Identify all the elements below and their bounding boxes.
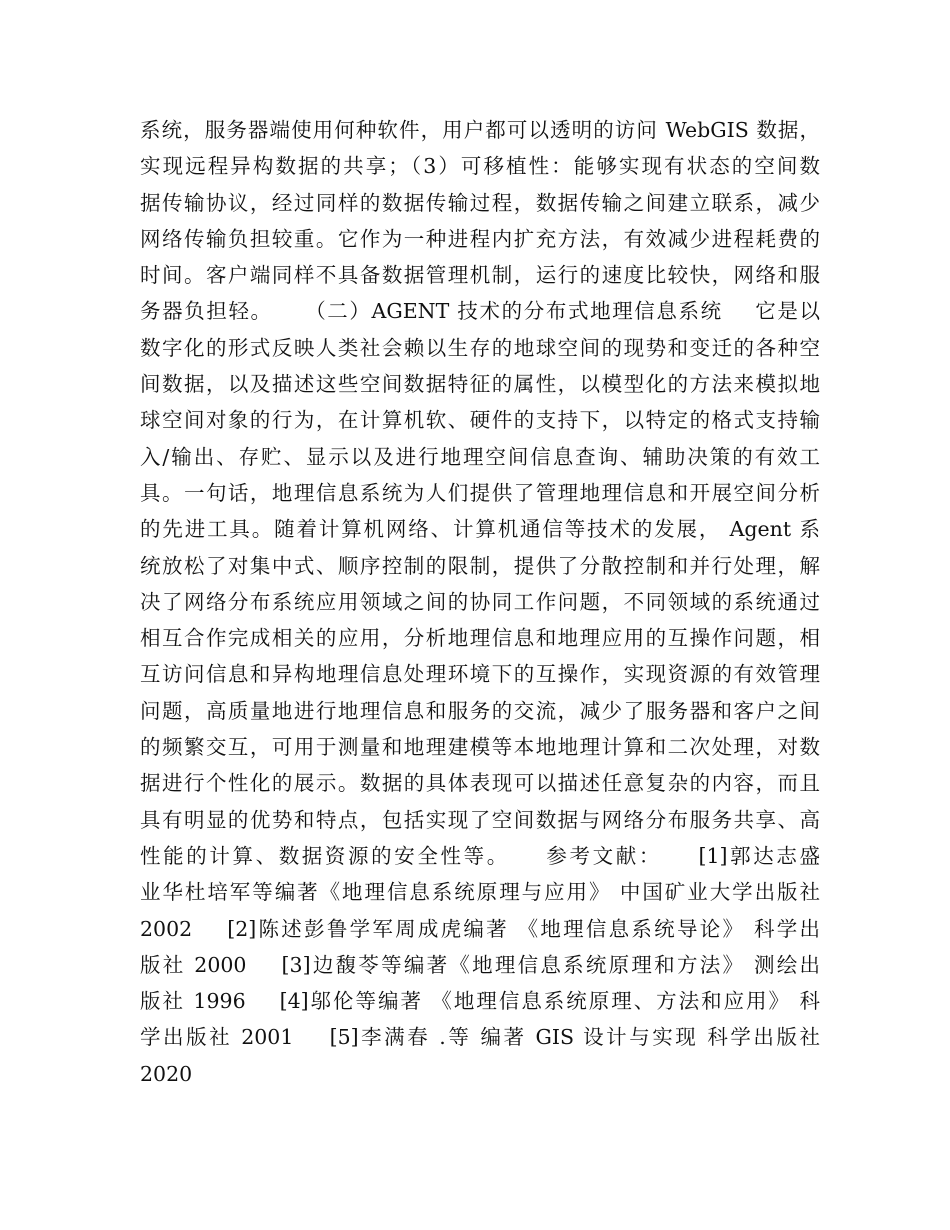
text-line: 间数据，以及描述这些空间数据特征的属性，以模型化的方法来模拟地 <box>140 372 820 397</box>
text-line: 2002 [2]陈述彭鲁学军周成虎编著 《地理信息系统导论》 科学出 <box>140 916 820 941</box>
text-line: 系统，服务器端使用何种软件，用户都可以透明的访问 WebGIS 数据， <box>140 118 820 142</box>
text-line: 问题，高质量地进行地理信息和服务的交流，减少了服务器和客户之间 <box>140 698 820 723</box>
text-line: 网络传输负担较重。它作为一种进程内扩充方法，有效减少进程耗费的 <box>140 226 820 251</box>
text-line: 统放松了对集中式、顺序控制的限制，提供了分散控制和并行处理，解 <box>140 553 820 578</box>
text-line: 具。一句话，地理信息系统为人们提供了管理地理信息和开展空间分析 <box>140 480 820 505</box>
text-line: 球空间对象的行为，在计算机软、硬件的支持下，以特定的格式支持输 <box>140 408 820 433</box>
text-line: 实现远程异构数据的共享；（3）可移植性：能够实现有状态的空间数 <box>140 154 820 179</box>
text-line: 据进行个性化的展示。数据的具体表现可以描述任意复杂的内容，而且 <box>140 771 820 796</box>
text-line: 的频繁交互，可用于测量和地理建模等本地地理计算和二次处理，对数 <box>140 735 820 760</box>
text-line: 决了网络分布系统应用领域之间的协同工作问题，不同领域的系统通过 <box>140 589 820 614</box>
text-line: 务器负担轻。 （二）AGENT 技术的分布式地理信息系统 它是以 <box>140 299 820 324</box>
text-line: 2020 <box>140 1061 193 1086</box>
text-line: 数字化的形式反映人类社会赖以生存的地球空间的现势和变迁的各种空 <box>140 335 820 360</box>
text-line: 性能的计算、数据资源的安全性等。 参考文献： [1]郭达志盛 <box>140 843 820 868</box>
body-text <box>140 112 820 1092</box>
text-line: 具有明显的优势和特点，包括实现了空间数据与网络分布服务共享、高 <box>140 807 820 832</box>
text-line: 学出版社 2001 [5]李满春 .等 编著 GIS 设计与实现 科学出版社 <box>140 1025 820 1050</box>
text-line: 业华杜培军等编著《地理信息系统原理与应用》 中国矿业大学出版社 <box>140 880 820 905</box>
text-line: 版社 1996 [4]邬伦等编著 《地理信息系统原理、方法和应用》 科 <box>140 989 820 1014</box>
text-line: 入/输出、存贮、显示以及进行地理空间信息查询、辅助决策的有效工 <box>140 444 820 469</box>
text-line: 时间。客户端同样不具备数据管理机制，运行的速度比较快，网络和服 <box>140 263 820 288</box>
text-line: 版社 2000 [3]边馥苓等编著《地理信息系统原理和方法》 测绘出 <box>140 952 820 977</box>
text-line: 据传输协议，经过同样的数据传输过程，数据传输之间建立联系，减少 <box>140 190 820 215</box>
text-line: 相互合作完成相关的应用，分析地理信息和地理应用的互操作问题，相 <box>140 626 820 651</box>
text-line: 互访问信息和异构地理信息处理环境下的互操作，实现资源的有效管理 <box>140 662 820 687</box>
text-line: 的先进工具。随着计算机网络、计算机通信等技术的发展， Agent 系 <box>140 517 820 542</box>
